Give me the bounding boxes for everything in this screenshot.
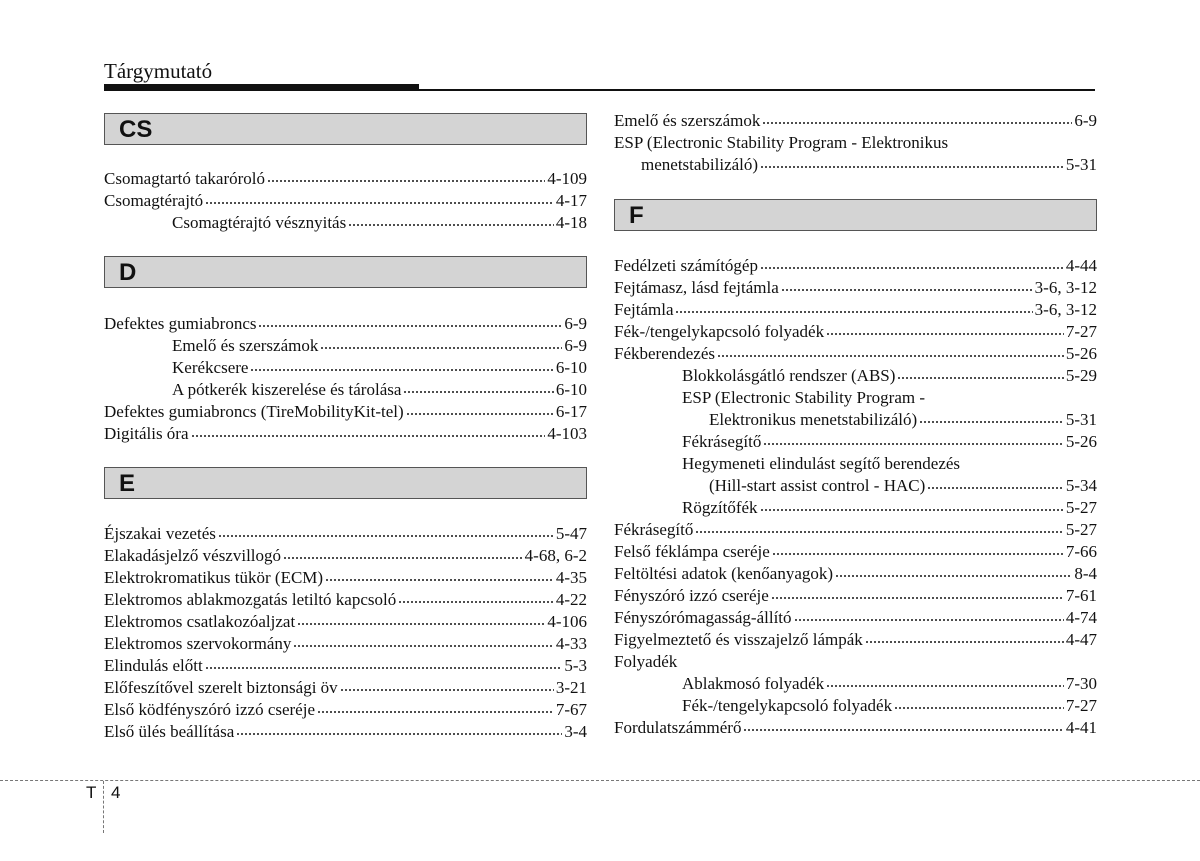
title-rule-thin: [419, 89, 1095, 91]
page-title: Tárgymutató: [104, 59, 213, 83]
section-header-cs: [104, 113, 587, 145]
index-subentry: Csomagtérajtó vésznyitás 4-18: [172, 213, 587, 232]
page-number: 4: [111, 783, 121, 802]
index-entry: Elektromos ablakmozgatás letiltó kapcsoló 4-22: [104, 590, 587, 609]
index-subentry-continuation: (Hill-start assist control - HAC) 5-34: [709, 476, 1097, 495]
index-subentry: Kerékcsere 6-10: [172, 358, 587, 377]
section-header-d: [104, 256, 587, 288]
index-entry: Fék-/tengelykapcsoló folyadék 7-27: [614, 322, 1097, 341]
index-entry: Elektrokromatikus tükör (ECM) 4-35: [104, 568, 587, 587]
index-entry: Feltöltési adatok (kenőanyagok) 8-4: [614, 564, 1097, 583]
section-header-f: [614, 199, 1097, 231]
index-entry: Felső féklámpa cseréje 7-66: [614, 542, 1097, 561]
index-entry: Fényszórómagasság-állító 4-74: [614, 608, 1097, 627]
section-letter: F: [629, 202, 644, 229]
index-subentry: Hegymeneti elindulást segítő berendezés: [682, 454, 961, 473]
index-entry: Fejtámasz, lásd fejtámla 3-6, 3-12: [614, 278, 1097, 297]
index-entry: Első ülés beállítása 3-4: [104, 722, 587, 741]
index-entry: Folyadék: [614, 652, 678, 671]
index-entry: Figyelmeztető és visszajelző lámpák 4-47: [614, 630, 1097, 649]
index-entry: Előfeszítővel szerelt biztonsági öv 3-21: [104, 678, 587, 697]
index-entry: Éjszakai vezetés 5-47: [104, 524, 587, 543]
index-entry: Digitális óra 4-103: [104, 424, 587, 443]
index-entry: Csomagtartó takaróroló 4-109: [104, 169, 587, 188]
index-entry: Fedélzeti számítógép 4-44: [614, 256, 1097, 275]
index-entry: Fékrásegítő 5-27: [614, 520, 1097, 539]
section-header-e: [104, 467, 587, 499]
section-letter: CS: [119, 116, 153, 143]
index-entry: ESP (Electronic Stability Program - Elektronikus: [614, 133, 949, 152]
index-subentry: Blokkolásgátló rendszer (ABS) 5-29: [682, 366, 1097, 385]
section-letter: D: [119, 259, 137, 286]
index-entry: Fejtámla 3-6, 3-12: [614, 300, 1097, 319]
index-subentry: ESP (Electronic Stability Program -: [682, 388, 925, 407]
footer-divider: [103, 781, 104, 833]
index-entry-continuation: menetstabilizáló) 5-31: [641, 155, 1097, 174]
section-letter: E: [119, 470, 136, 497]
footer-rule: [0, 780, 1200, 781]
index-entry: Első ködfényszóró izzó cseréje 7-67: [104, 700, 587, 719]
index-subentry: Ablakmosó folyadék 7-30: [682, 674, 1097, 693]
index-subentry: Rögzítőfék 5-27: [682, 498, 1097, 517]
index-entry: Fékberendezés 5-26: [614, 344, 1097, 363]
index-entry: Elindulás előtt 5-3: [104, 656, 587, 675]
index-entry: Defektes gumiabroncs (TireMobilityKit-tel) 6-17: [104, 402, 587, 421]
index-entry: Fordulatszámmérő 4-41: [614, 718, 1097, 737]
index-subentry: Emelő és szerszámok 6-9: [172, 336, 587, 355]
index-subentry: A pótkerék kiszerelése és tárolása 6-10: [172, 380, 587, 399]
index-subentry: Fékrásegítő 5-26: [682, 432, 1097, 451]
index-entry: Csomagtérajtó 4-17: [104, 191, 587, 210]
index-entry: Elakadásjelző vészvillogó 4-68, 6-2: [104, 546, 587, 565]
title-rule-thick: [104, 84, 419, 91]
index-entry: Emelő és szerszámok 6-9: [614, 111, 1097, 130]
index-entry: Elektromos szervokormány 4-33: [104, 634, 587, 653]
index-entry: Fényszóró izzó cseréje 7-61: [614, 586, 1097, 605]
index-entry: Elektromos csatlakozóaljzat 4-106: [104, 612, 587, 631]
footer-section-letter: T: [86, 783, 97, 802]
index-subentry-continuation: Elektronikus menetstabilizáló) 5-31: [709, 410, 1097, 429]
index-subentry: Fék-/tengelykapcsoló folyadék 7-27: [682, 696, 1097, 715]
index-entry: Defektes gumiabroncs 6-9: [104, 314, 587, 333]
